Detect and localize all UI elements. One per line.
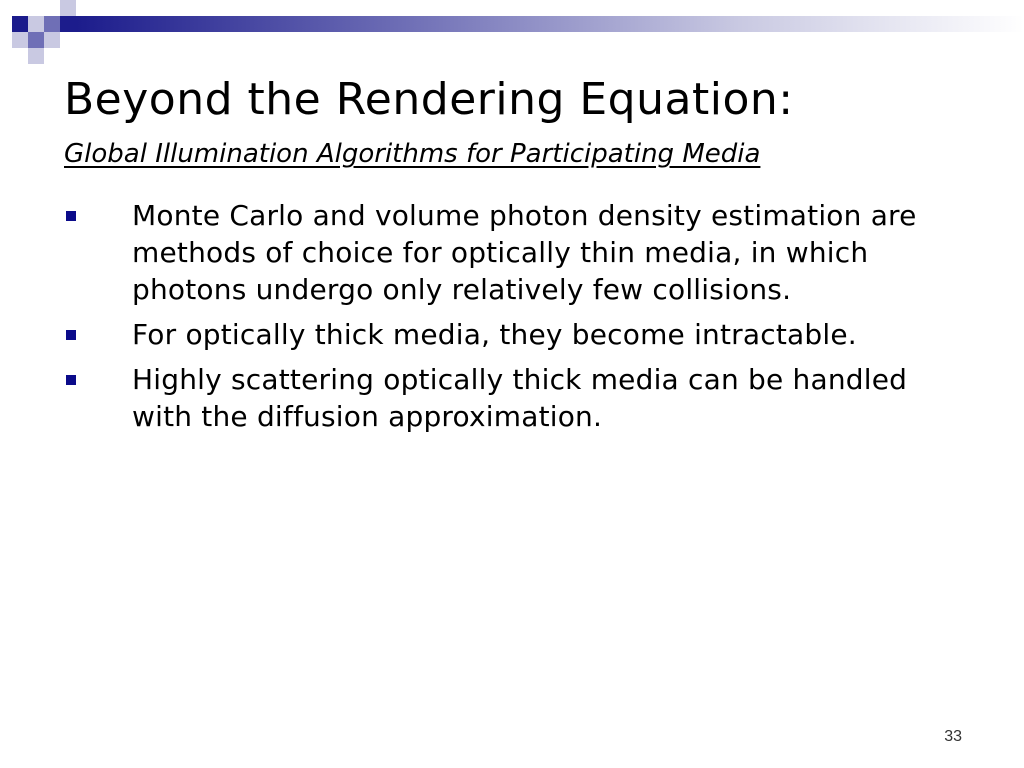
bullet-text: Highly scattering optically thick media can be handled with the diffusion approximation.	[132, 363, 908, 433]
bullet-item	[66, 316, 966, 353]
bullet-item	[66, 361, 966, 435]
bullet-item	[66, 197, 966, 308]
checker-square	[28, 32, 44, 48]
bullet-list	[66, 197, 966, 443]
checker-square	[44, 32, 60, 48]
checker-square	[60, 0, 76, 16]
slide-subtitle: Global Illumination Algorithms for Participating Media	[64, 139, 761, 169]
checker-square	[12, 32, 28, 48]
square-bullet-icon	[66, 375, 76, 385]
square-bullet-icon	[66, 330, 76, 340]
checker-square	[44, 16, 60, 32]
slide-title: Beyond the Rendering Equation:	[64, 74, 794, 125]
square-bullet-icon	[66, 211, 76, 221]
checker-square	[28, 16, 44, 32]
checker-square	[28, 48, 44, 64]
bullet-text: For optically thick media, they become intractable.	[132, 318, 857, 351]
checker-square	[60, 16, 76, 32]
bullet-text: Monte Carlo and volume photon density estimation are methods of choice for optically thin media, in which photons undergo only relatively few collisions.	[132, 199, 917, 306]
checker-square	[12, 16, 28, 32]
header-gradient-band	[76, 16, 1024, 32]
page-number: 33	[944, 728, 962, 745]
